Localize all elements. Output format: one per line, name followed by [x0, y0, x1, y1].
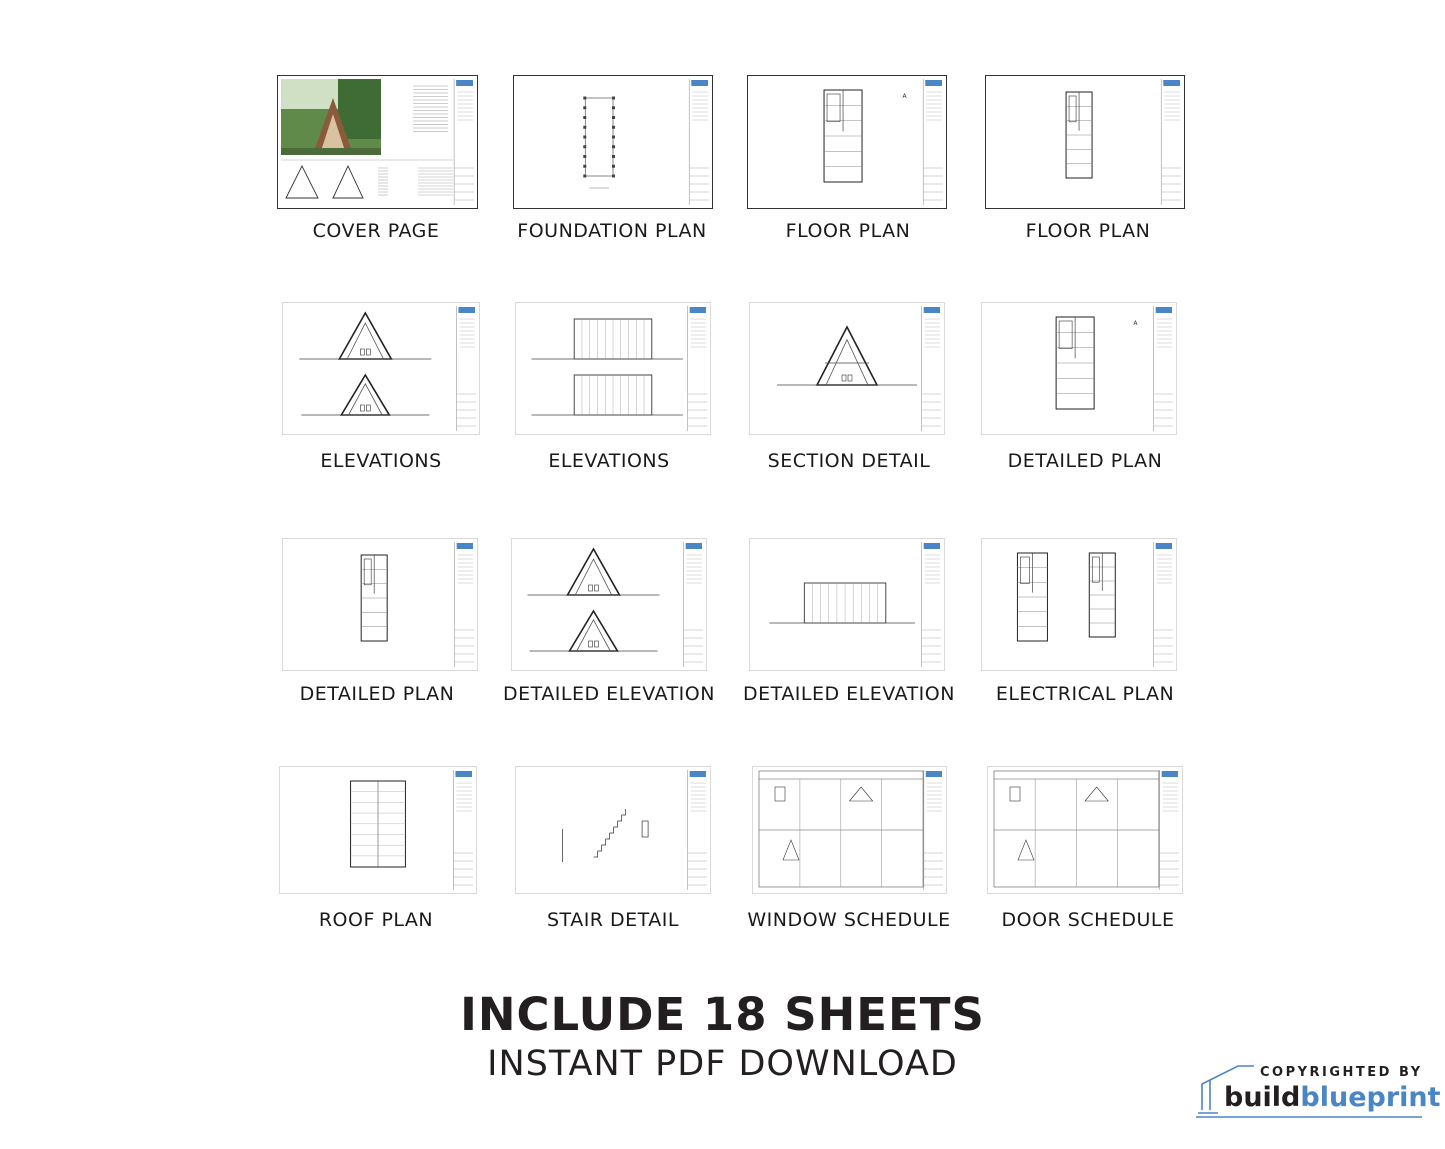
sheet-label: DETAILED ELEVATION [503, 683, 715, 705]
sheet-label: ROOF PLAN [318, 909, 434, 931]
sheet-drawing [278, 76, 477, 208]
sheet-thumbnail[interactable] [282, 302, 480, 435]
sheet-thumbnail[interactable] [513, 75, 713, 209]
sheet-thumbnail[interactable] [749, 302, 945, 435]
sheet-drawing [753, 767, 946, 893]
subheadline: INSTANT PDF DOWNLOAD [487, 1044, 958, 1084]
sheet-thumbnail[interactable] [515, 302, 711, 435]
sheet-label: COVER PAGE [312, 220, 440, 242]
svg-text:A: A [1133, 320, 1138, 327]
sheet-label: DETAILED PLAN [1007, 450, 1163, 472]
sheet-drawing [750, 539, 944, 670]
sheet-thumbnail[interactable] [752, 766, 947, 894]
sheet-drawing [516, 767, 710, 893]
sheet-label: WINDOW SCHEDULE [747, 909, 951, 931]
copyright-tagline: COPYRIGHTED BY [1260, 1065, 1423, 1080]
sheet-thumbnail[interactable] [515, 766, 711, 894]
sheet-thumbnail[interactable] [279, 766, 477, 894]
sheet-drawing [516, 303, 710, 434]
sheet-thumbnail[interactable] [277, 75, 478, 209]
sheet-label: FOUNDATION PLAN [517, 220, 707, 242]
sheet-drawing [283, 303, 479, 434]
sheet-label: SECTION DETAIL [767, 450, 931, 472]
brand-name [1224, 1082, 1441, 1113]
brand-logo [1196, 1062, 1441, 1122]
sheet-label: DETAILED PLAN [299, 683, 455, 705]
sheet-label: DOOR SCHEDULE [1001, 909, 1175, 931]
sheet-label: FLOOR PLAN [1025, 220, 1151, 242]
sheet-drawing [514, 76, 712, 208]
sheet-drawing [986, 76, 1184, 208]
sheet-drawing [283, 539, 477, 670]
sheet-thumbnail[interactable] [981, 538, 1177, 671]
sheet-label: ELEVATIONS [320, 450, 442, 472]
sheet-drawing [750, 303, 944, 434]
sheet-thumbnail[interactable] [985, 75, 1185, 209]
sheet-label: STAIR DETAIL [547, 909, 679, 931]
sheet-drawing [748, 76, 946, 208]
sheet-label: ELEVATIONS [548, 450, 670, 472]
headline: INCLUDE 18 SHEETS [460, 988, 985, 1041]
sheet-drawing [280, 767, 476, 893]
brand-name-part2: blueprint [1300, 1082, 1441, 1113]
brand-name-part1: build [1224, 1082, 1301, 1113]
svg-text:A: A [902, 93, 907, 100]
sheet-thumbnail[interactable] [511, 538, 707, 671]
sheet-drawing [988, 767, 1182, 893]
sheet-drawing [982, 303, 1176, 434]
sheet-thumbnail[interactable] [282, 538, 478, 671]
sheet-label: ELECTRICAL PLAN [995, 683, 1175, 705]
sheet-drawing [512, 539, 706, 670]
sheet-label: FLOOR PLAN [785, 220, 911, 242]
sheet-thumbnail[interactable] [981, 302, 1177, 435]
sheet-thumbnail[interactable] [747, 75, 947, 209]
sheet-drawing [982, 539, 1176, 670]
sheet-label: DETAILED ELEVATION [743, 683, 955, 705]
sheet-thumbnail[interactable] [987, 766, 1183, 894]
sheet-thumbnail[interactable] [749, 538, 945, 671]
